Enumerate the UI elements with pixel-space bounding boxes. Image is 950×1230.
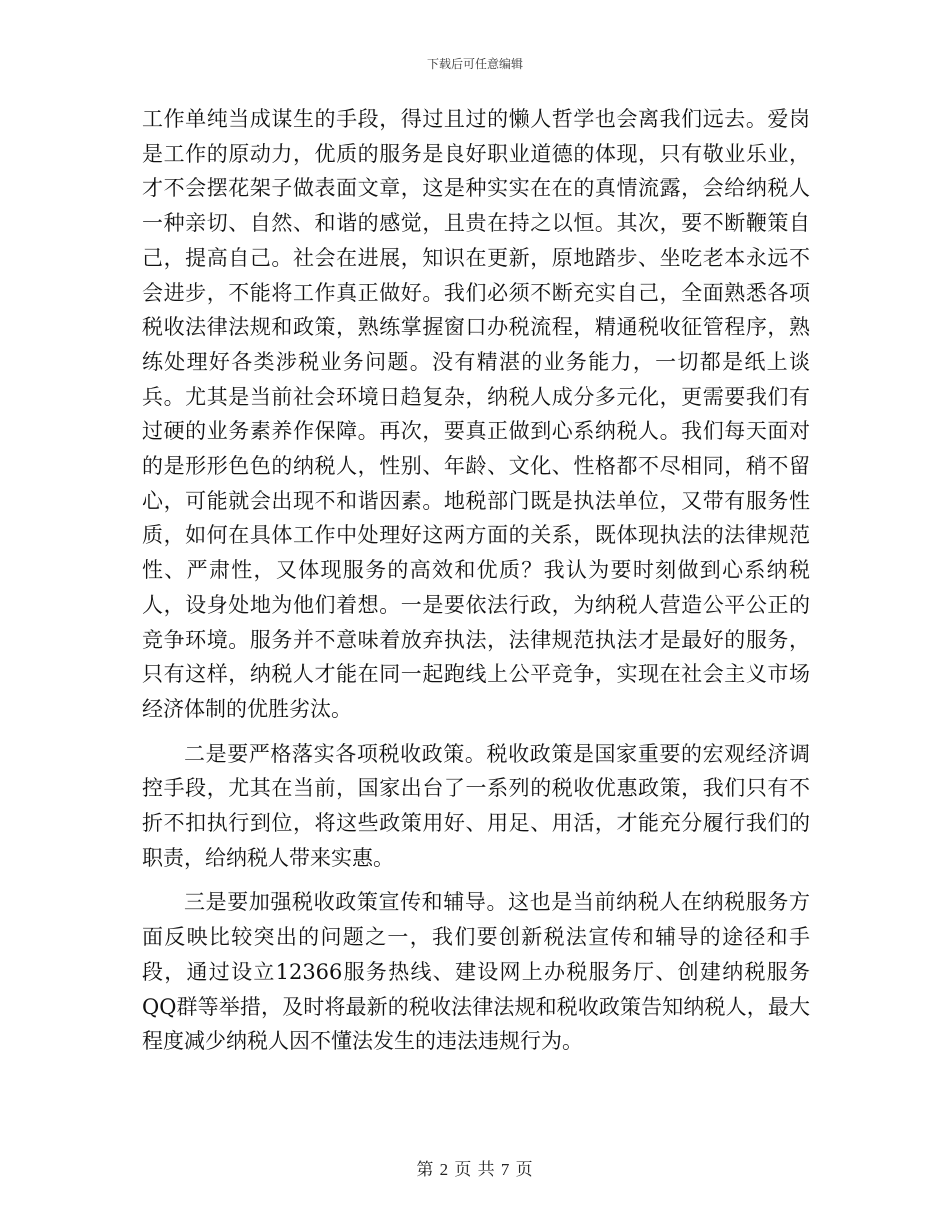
paragraph-gap bbox=[142, 875, 810, 885]
paragraph-policy-implementation: 二是要严格落实各项税收政策。税收政策是国家重要的宏观经济调控手段，尤其在当前，国家出台了一系列的税收优惠政策，我们只有不折不扣执行到位，将这些政策用好、用足、用活，才能充分履行我们的职责，给纳税人带来实惠。 bbox=[142, 741, 810, 870]
document-body bbox=[142, 102, 810, 1059]
paragraph-continuation: 工作单纯当成谋生的手段，得过且过的懒人哲学也会离我们远去。爱岗是工作的原动力，优质的服务是良好职业道德的体现，只有敬业乐业，才不会摆花架子做表面文章，这是种实实在在的真情流露，会给纳税人一种亲切、自然、和谐的感觉，且贵在持之以恒。其次，要不断鞭策自己，提高自己。社会在进展，知识在更新，原地踏步、坐吃老本永远不会进步，不能将工作真正做好。我们必须不断充实自己，全面熟悉各项税收法律法规和政策，熟练掌握窗口办税流程，精通税收征管程序，熟练处理好各类涉税业务问题。没有精湛的业务能力，一切都是纸上谈兵。尤其是当前社会环境日趋复杂，纳税人成分多元化，更需要我们有过硬的业务素养作保障。再次，要真正做到心系纳税人。我们每天面对的是形形色色的纳税人，性别、年龄、文化、性格都不尽相同，稍不留心，可能就会出现不和谐因素。地税部门既是执法单位，又带有服务性质，如何在具体工作中处理好这两方面的关系，既体现执法的法律规范性、严肃性，又体现服务的高效和优质？我认为要时刻做到心系纳税人，设身处地为他们着想。一是要依法行政，为纳税人营造公平公正的竞争环境。服务并不意味着放弃执法，法律规范执法才是最好的服务，只有这样，纳税人才能在同一起跑线上公平竞争，实现在社会主义市场经济体制的优胜劣汰。 bbox=[142, 107, 810, 721]
page-header: 下载后可任意编辑 bbox=[426, 57, 523, 71]
paragraph-policy-publicity: 三是要加强税收政策宣传和辅导。这也是当前纳税人在纳税服务方面反映比较突出的问题之一，我们要创新税法宣传和辅导的途径和手段，通过设立12366服务热线、建设网上办税服务厅、创建纳税服务QQ群等举措，及时将最新的税收法律法规和税收政策告知纳税人，最大程度减少纳税人因不懂法发生的违法违规行为。 bbox=[142, 890, 810, 1054]
page-number-footer: 第 2 页 共 7 页 bbox=[416, 1160, 534, 1179]
paragraph-gap bbox=[142, 727, 810, 737]
